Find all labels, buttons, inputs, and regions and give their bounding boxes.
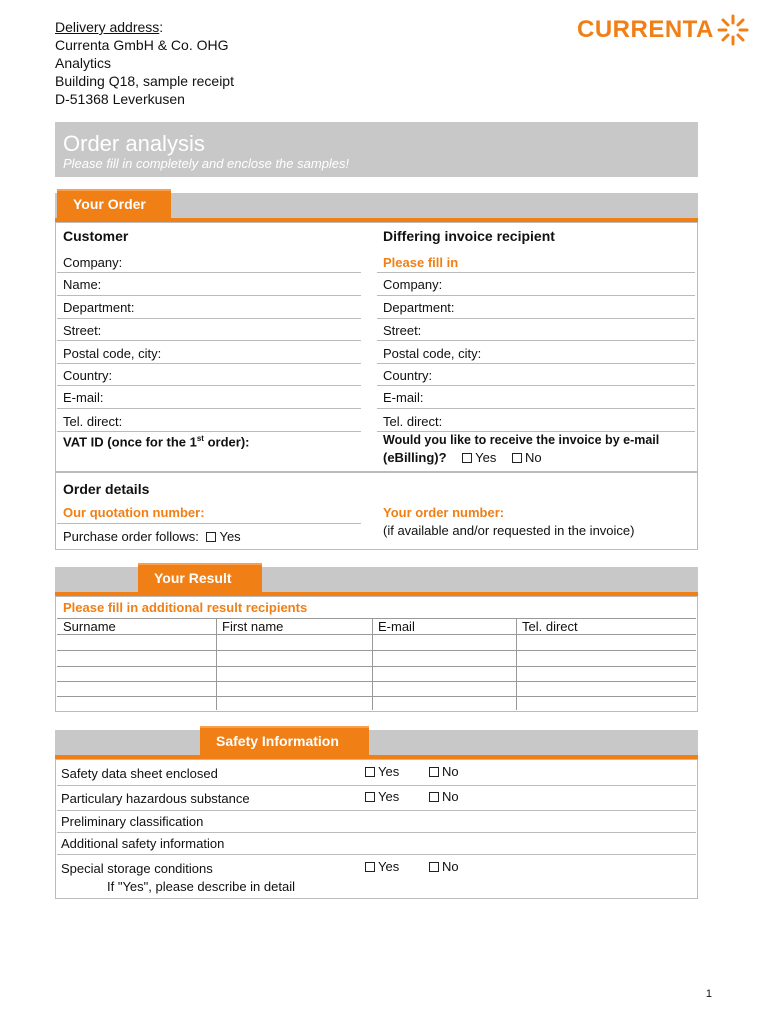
safety-row: Safety data sheet enclosed Yes No (57, 761, 696, 786)
invoice-tel-row[interactable]: Tel. direct: (377, 409, 695, 432)
checkbox-icon (365, 767, 375, 777)
delivery-address: Delivery address: Currenta GmbH & Co. OHG Analytics Building Q18, sample receipt D-51368 Leverkusen (55, 19, 234, 107)
delivery-address-label: Delivery address (55, 19, 160, 35)
invoice-company-row[interactable]: Company: (377, 273, 695, 296)
col-email: E-mail (378, 619, 415, 634)
customer-heading: Customer (63, 228, 129, 244)
safety-sheet-yes-checkbox[interactable]: Yes (365, 764, 399, 779)
checkbox-icon (429, 767, 439, 777)
quotation-number-label[interactable]: Our quotation number: (63, 505, 205, 520)
purchase-order-row: Purchase order follows: Yes (63, 529, 241, 544)
col-first-name: First name (222, 619, 284, 634)
safety-tabbar (55, 730, 698, 756)
special-storage-note: If "Yes", please describe in detail (107, 879, 295, 894)
address-line: Building Q18, sample receipt (55, 73, 234, 89)
col-tel-direct: Tel. direct (522, 619, 578, 634)
col-surname: Surname (63, 619, 116, 634)
invoice-street-row[interactable]: Street: (377, 319, 695, 341)
tab-safety-information: Safety Information (200, 726, 369, 758)
storage-yes-checkbox[interactable]: Yes (365, 859, 399, 874)
checkbox-icon (512, 453, 522, 463)
address-line: Currenta GmbH & Co. OHG (55, 37, 229, 53)
title-banner (55, 122, 698, 177)
invoice-country-row[interactable]: Country: (377, 364, 695, 386)
checkbox-icon (365, 862, 375, 872)
customer-name-row[interactable]: Name: (57, 273, 361, 296)
checkbox-icon (206, 532, 216, 542)
storage-no-checkbox[interactable]: No (429, 859, 459, 874)
currenta-logo: CURRENTA (577, 10, 750, 50)
invoice-email-row[interactable]: E-mail: (377, 386, 695, 409)
customer-postal-row[interactable]: Postal code, city: (57, 341, 361, 364)
invoice-postal-row[interactable]: Postal code, city: (377, 341, 695, 364)
customer-country-row[interactable]: Country: (57, 364, 361, 386)
page-subtitle: Please fill in completely and enclose the samples! (63, 156, 350, 171)
ebilling-no-checkbox[interactable]: No (512, 450, 542, 465)
checkbox-icon (429, 792, 439, 802)
hazardous-yes-checkbox[interactable]: Yes (365, 789, 399, 804)
order-details-heading: Order details (63, 481, 150, 497)
address-line: Analytics (55, 55, 112, 71)
order-number-hint: (if available and/or requested in the invoice) (383, 523, 635, 538)
customer-email-row[interactable]: E-mail: (57, 386, 361, 409)
customer-department-row[interactable]: Department: (57, 296, 361, 319)
sun-icon (716, 13, 750, 47)
invoice-heading: Differing invoice recipient (383, 228, 555, 244)
customer-company-row[interactable]: Company: (57, 251, 361, 273)
ebilling-yes-checkbox[interactable]: Yes (462, 450, 496, 465)
checkbox-icon (462, 453, 472, 463)
customer-street-row[interactable]: Street: (57, 319, 361, 341)
page-number: 1 (705, 988, 712, 1000)
safety-sheet-no-checkbox[interactable]: No (429, 764, 459, 779)
tab-your-result: Your Result (138, 563, 262, 595)
result-recipients-note: Please fill in additional result recipients (63, 600, 308, 615)
customer-tel-row[interactable]: Tel. direct: (57, 409, 361, 432)
po-yes-checkbox[interactable]: Yes (206, 529, 240, 544)
invoice-department-row[interactable]: Department: (377, 296, 695, 319)
ebilling-options: (eBilling)? Yes No (383, 450, 542, 465)
page-title: Order analysis (63, 131, 205, 156)
divider (57, 523, 361, 524)
checkbox-icon (365, 792, 375, 802)
your-order-number-label[interactable]: Your order number: (383, 505, 505, 520)
safety-row: Particulary hazardous substance Yes No (57, 786, 696, 811)
ebilling-question: Would you like to receive the invoice by e-mail (383, 433, 660, 447)
hazardous-no-checkbox[interactable]: No (429, 789, 459, 804)
checkbox-icon (429, 862, 439, 872)
address-line: D-51368 Leverkusen (55, 91, 185, 107)
invoice-please-row: Please fill in (377, 251, 695, 273)
vat-id-label[interactable]: VAT ID (once for the 1st order): (63, 434, 250, 450)
safety-row[interactable]: Preliminary classification (57, 811, 696, 833)
tab-your-order: Your Order (57, 189, 171, 221)
safety-row[interactable]: Additional safety information (57, 833, 696, 855)
